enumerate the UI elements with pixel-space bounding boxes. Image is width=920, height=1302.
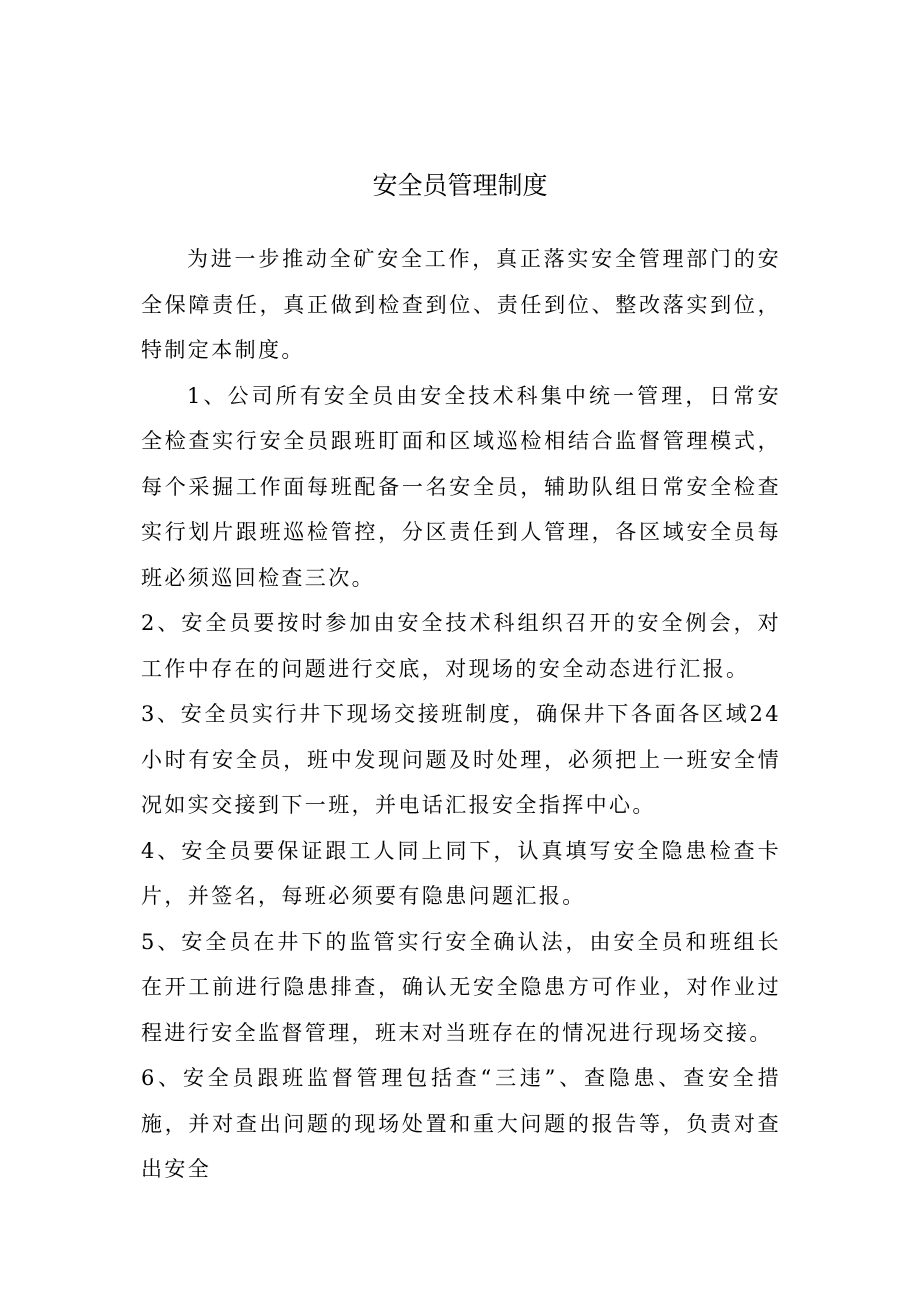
intro-paragraph: 为进一步推动全矿安全工作，真正落实安全管理部门的安全保障责任，真正做到检查到位、责任到位、整改落实到位，特制定本制度。 [141, 247, 781, 362]
clause-1-paragraph: 1、公司所有安全员由安全技术科集中统一管理，日常安全检查实行安全员跟班盯面和区域巡检相结合监督管理模式，每个采掘工作面每班配备一名安全员，辅助队组日常安全检查实行划片跟班巡检管控，分区责任到人管理，各区域安全员每班必须巡回检查三次。 [141, 383, 781, 590]
document-body [141, 237, 781, 1193]
clause-3-paragraph: 3、安全员实行井下现场交接班制度，确保井下各面各区域24小时有安全员，班中发现问题及时处理，必须把上一班安全情况如实交接到下一班，并电话汇报安全指挥中心。 [141, 702, 781, 817]
clause-2-paragraph: 2、安全员要按时参加由安全技术科组织召开的安全例会，对工作中存在的问题进行交底，对现场的安全动态进行汇报。 [141, 611, 781, 681]
clause-4-paragraph: 4、安全员要保证跟工人同上同下，认真填写安全隐患检查卡片，并签名，每班必须要有隐患问题汇报。 [141, 838, 781, 908]
document-title: 安全员管理制度 [372, 171, 548, 200]
clause-6-paragraph: 6、安全员跟班监督管理包括查“三违”、查隐患、查安全措施，并对查出问题的现场处置和重大问题的报告等，负责对查出安全 [141, 1066, 781, 1181]
clause-5-paragraph: 5、安全员在井下的监管实行安全确认法，由安全员和班组长在开工前进行隐患排查，确认无安全隐患方可作业，对作业过程进行安全监督管理，班末对当班存在的情况进行现场交接。 [141, 929, 781, 1045]
